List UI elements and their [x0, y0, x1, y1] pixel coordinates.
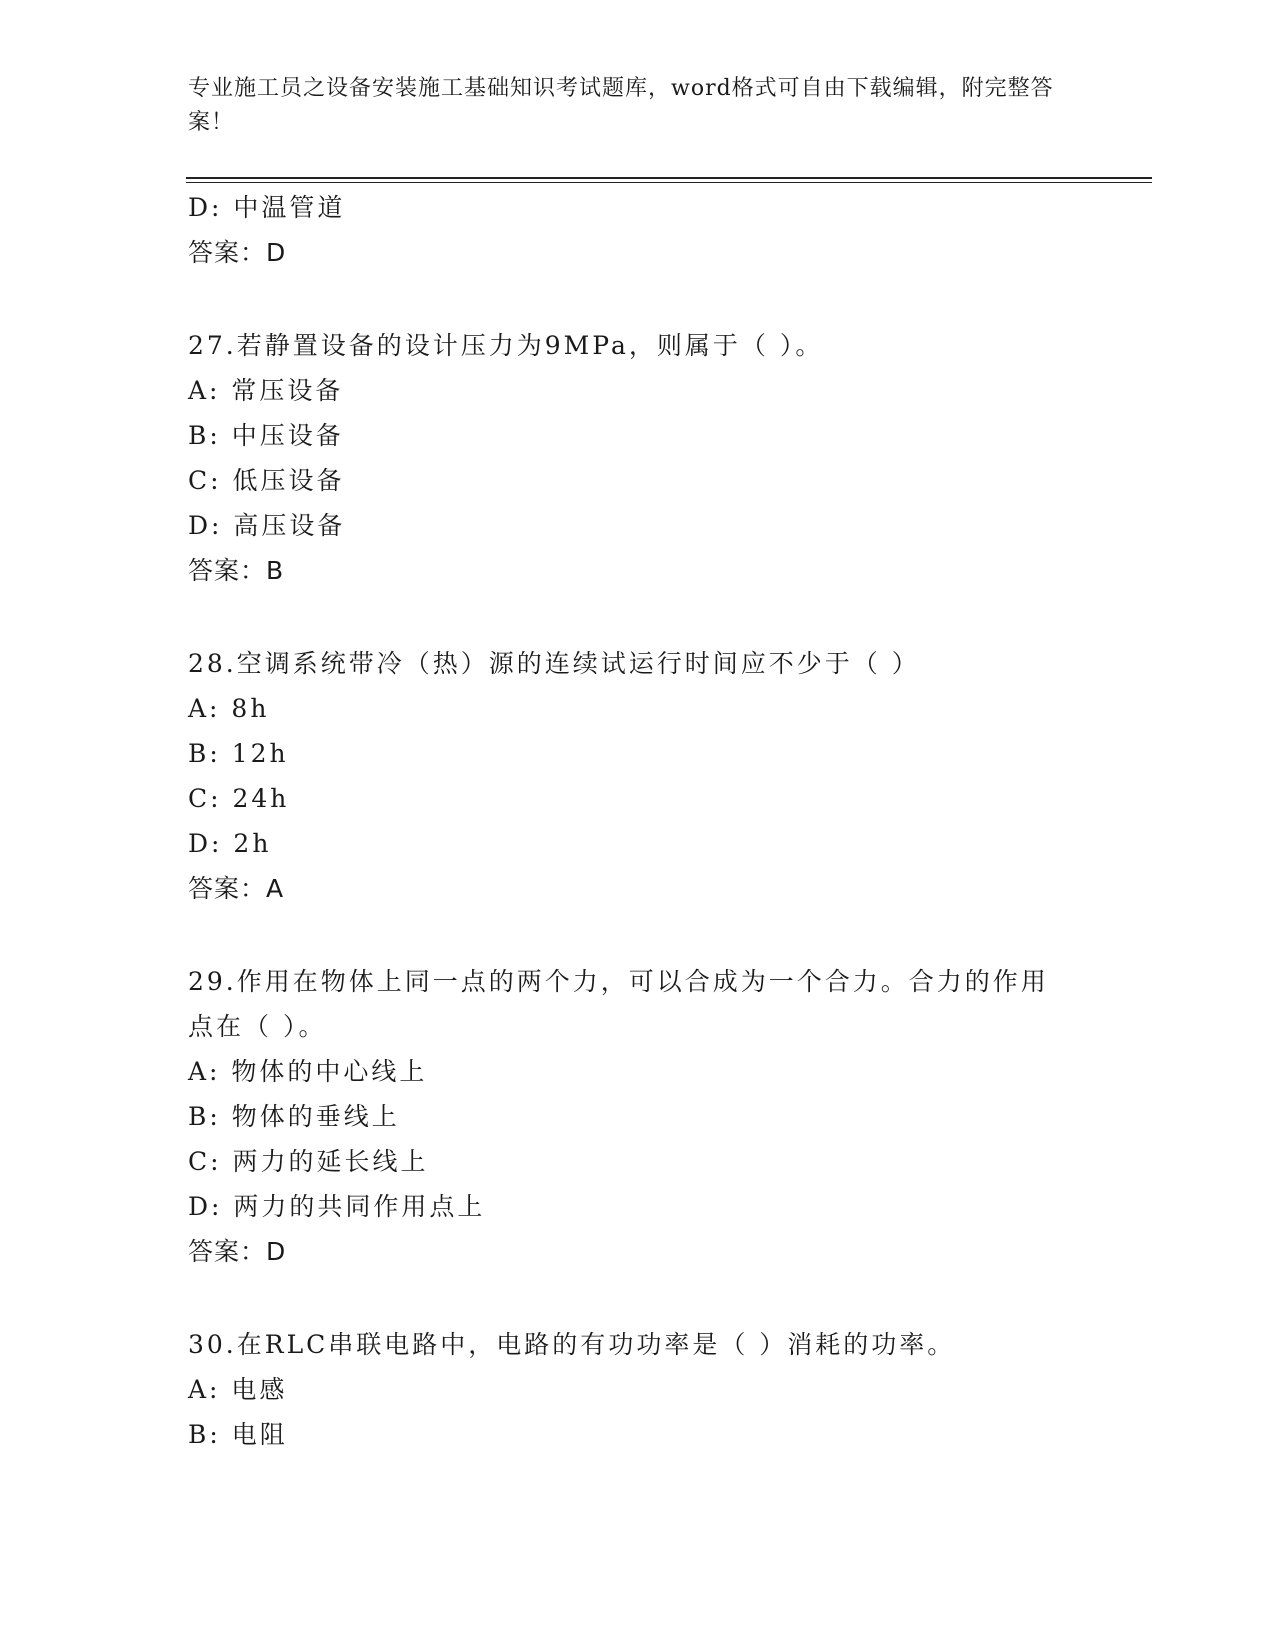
answer: 答案：D [188, 238, 287, 267]
answer: 答案：D [188, 1237, 287, 1266]
question-stem: 28.空调系统带冷（热）源的连续试运行时间应不少于（ ） [188, 649, 920, 678]
question-stem: 27.若静置设备的设计压力为9MPa，则属于（ ）。 [188, 331, 824, 360]
option-b: B: 电阻 [188, 1420, 288, 1449]
option-a: A: 物体的中心线上 [188, 1057, 428, 1086]
option-c: C: 两力的延长线上 [188, 1147, 429, 1176]
question-list [188, 185, 1088, 1457]
question-28 [188, 641, 1088, 911]
question-27 [188, 323, 1088, 593]
option-b: B: 中压设备 [188, 421, 344, 450]
option-c: C: 低压设备 [188, 466, 345, 495]
question-stem: 30.在RLC串联电路中，电路的有功功率是（ ）消耗的功率。 [188, 1330, 956, 1359]
option-d: D: 两力的共同作用点上 [188, 1192, 486, 1221]
option-d: D: 高压设备 [188, 511, 346, 540]
question-stem: 29.作用在物体上同一点的两个力，可以合成为一个合力。合力的作用点在（ ）。 [188, 967, 1049, 1041]
option-b: B: 物体的垂线上 [188, 1102, 400, 1131]
question-29 [188, 959, 1088, 1274]
option-a: A: 常压设备 [188, 376, 344, 405]
option-c: C: 24h [188, 784, 290, 813]
option-a: A: 8h [188, 694, 270, 723]
option-d: D: 中温管道 [188, 193, 346, 222]
question-30 [188, 1322, 1088, 1457]
header-divider-thick [186, 177, 1152, 179]
option-a: A: 电感 [188, 1375, 288, 1404]
answer: 答案：A [188, 874, 285, 903]
option-b: B: 12h [188, 739, 289, 768]
option-d: D: 2h [188, 829, 272, 858]
page-header: 专业施工员之设备安装施工基础知识考试题库，word格式可自由下载编辑，附完整答案！ [188, 76, 1054, 135]
answer: 答案：B [188, 556, 285, 585]
header-divider-thin [186, 182, 1152, 183]
